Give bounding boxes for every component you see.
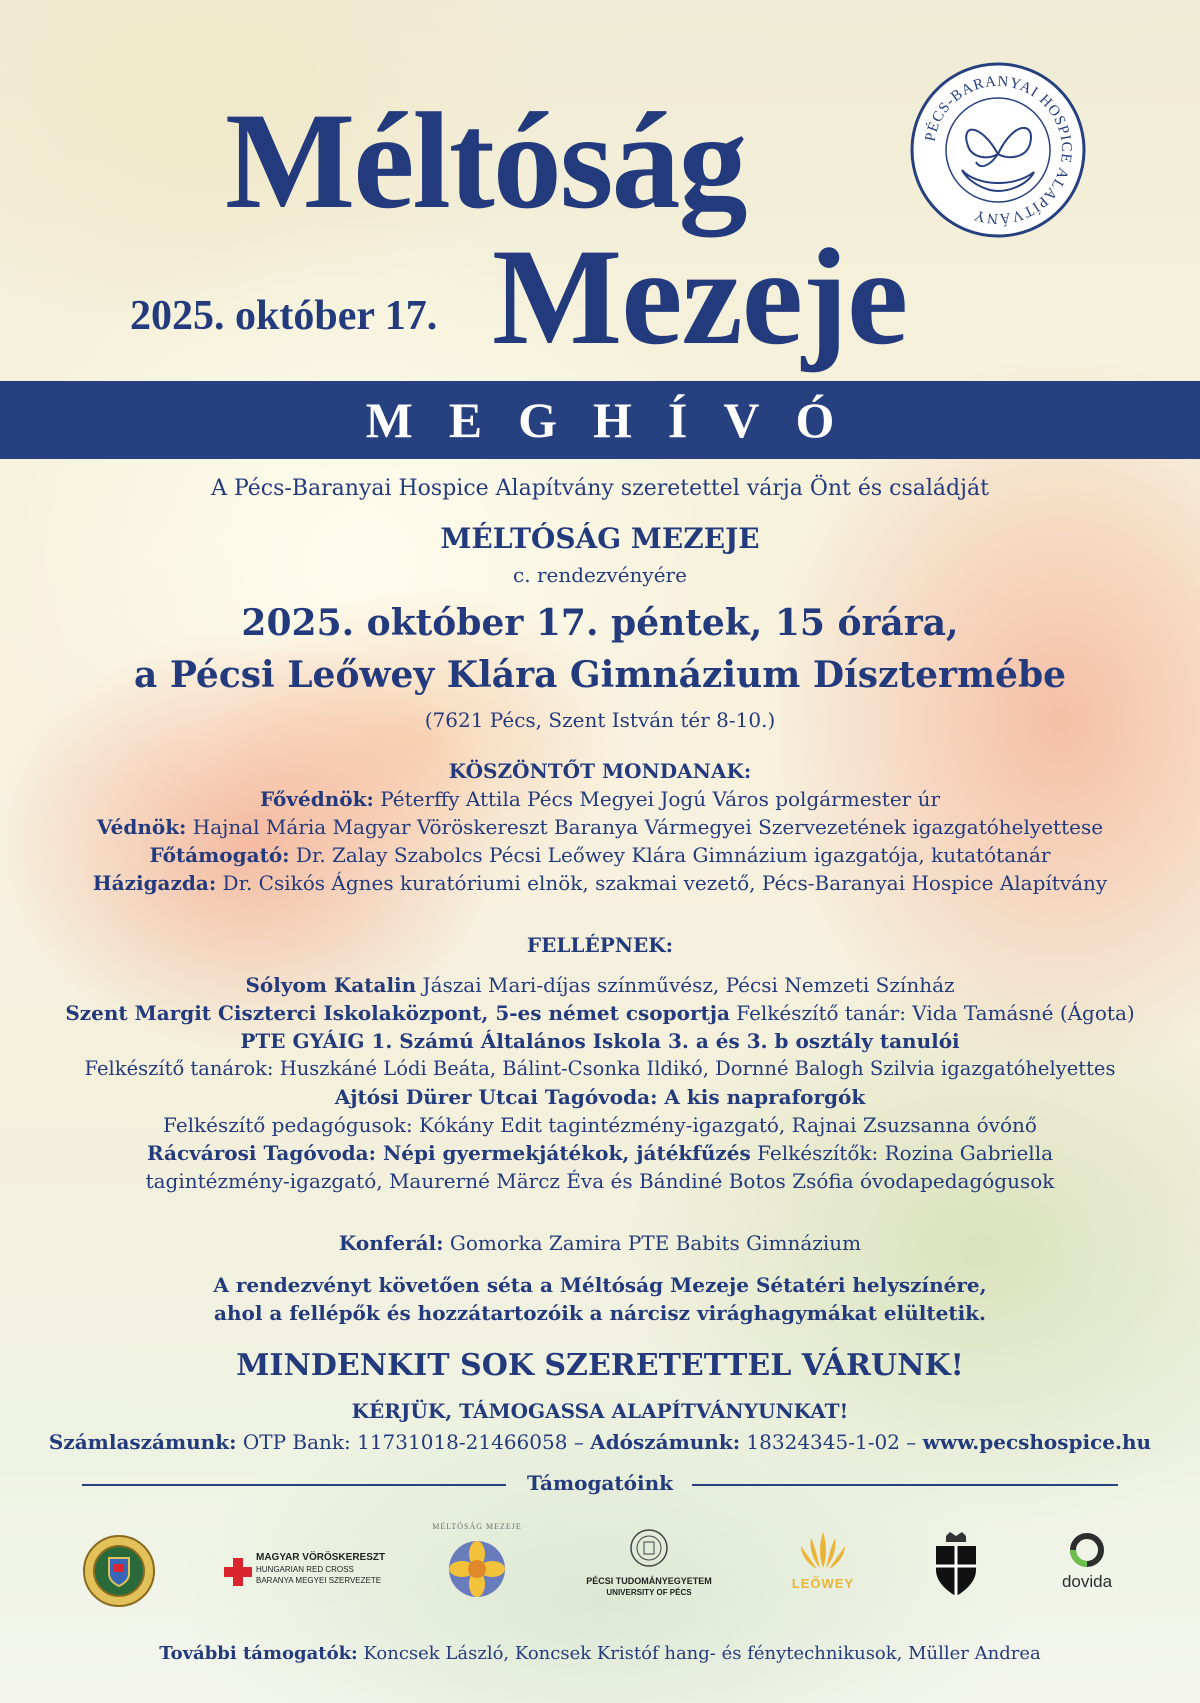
dovida-icon xyxy=(1069,1532,1105,1568)
dovida-name: dovida xyxy=(1061,1572,1113,1591)
greeting-row xyxy=(0,871,1200,895)
event-datetime: 2025. október 17. péntek, 15 órára, xyxy=(241,602,959,644)
greetings-heading: KÖSZÖNTŐT MONDANAK: xyxy=(448,759,752,783)
performers-heading: FELLÉPNEK: xyxy=(526,933,674,957)
red-cross-region: BARANYA MEGYEI SZERVEZETE xyxy=(256,1576,382,1585)
hospice-logo xyxy=(910,62,1086,238)
flame-crown-icon xyxy=(793,1528,853,1572)
website-link[interactable]: www.pecshospice.hu xyxy=(922,1430,1152,1454)
welcome-line: MINDENKIT SOK SZERETETTEL VÁRUNK! xyxy=(236,1348,964,1383)
greeting-role: Főtámogató: xyxy=(149,843,290,867)
host-row xyxy=(0,1231,1200,1255)
pte-name: PÉCSI TUDOMÁNYEGYETEM xyxy=(586,1576,712,1586)
invitation-banner xyxy=(0,381,1200,459)
performer-row: Felkészítő pedagógusok: Kókány Edit tagintézmény-igazgató, Rajnai Zsuzsanna óvónő xyxy=(163,1113,1037,1137)
greeting-text: Dr. Csikós Ágnes kuratóriumi elnök, szakmai vezető, Pécs-Baranyai Hospice Alapítvány xyxy=(216,871,1108,895)
invitation-label: MEGHÍVÓ xyxy=(365,392,871,448)
performer-detail: Felkészítő tanár: Vida Tamásné (Ágota) xyxy=(729,1001,1135,1025)
intro-line: A Pécs-Baranyai Hospice Alapítvány szeretettel várja Önt és családját xyxy=(211,476,989,501)
footer-line xyxy=(0,1643,1200,1664)
performer-name: Szent Margit Ciszterci Iskolaközpont, 5-es német csoportja xyxy=(65,1001,730,1025)
greeting-role: Fővédnök: xyxy=(259,787,374,811)
greeting-row xyxy=(0,787,1200,811)
performer-row xyxy=(0,1141,1200,1165)
performer-row xyxy=(0,1001,1200,1025)
red-cross-name: MAGYAR VÖRÖSKERESZT xyxy=(256,1552,386,1563)
logo-circle-text: PÉCS-BARANYAI HOSPICE ALAPÍTVÁNY xyxy=(922,73,1075,227)
meltosag-logo-text: MÉLTÓSÁG MEZEJE xyxy=(432,1522,522,1531)
city-crest-icon xyxy=(82,1534,156,1608)
footer-label: További támogatók: xyxy=(159,1643,358,1664)
greeting-role: Védnök: xyxy=(96,815,187,839)
greeting-text: Péterffy Attila Pécs Megyei Jogú Város polgármester úr xyxy=(373,787,941,811)
greeting-row xyxy=(0,843,1200,867)
daffodil-icon xyxy=(432,1524,522,1614)
red-cross-icon xyxy=(224,1558,252,1586)
crest-shield-icon xyxy=(932,1530,980,1600)
walk-line-1: A rendezvényt követően séta a Méltóság Mezeje Sétatéri helyszínére, xyxy=(213,1273,987,1297)
pte-logo xyxy=(582,1528,716,1612)
event-date-header: 2025. október 17. xyxy=(130,293,438,339)
performer-detail: Jászai Mari-díjas színművész, Pécsi Nemzeti Színház xyxy=(416,973,955,997)
red-cross-name-en: HUNGARIAN RED CROSS xyxy=(256,1565,354,1574)
account-label: Számlaszámunk: xyxy=(48,1430,237,1454)
leowey-logo xyxy=(780,1528,866,1608)
butterfly-hands-icon xyxy=(910,62,1086,238)
pecs-city-logo xyxy=(82,1534,156,1608)
account-line xyxy=(0,1430,1200,1454)
host-name: Gomorka Zamira PTE Babits Gimnázium xyxy=(443,1231,862,1255)
performer-row: Felkészítő tanárok: Huszkáné Lódi Beáta, Bálint-Csonka Ildikó, Dornné Balogh Szilvia igazgatóhelyettes xyxy=(84,1057,1116,1080)
church-crest-logo xyxy=(932,1530,980,1600)
account-value: OTP Bank: 11731018-21466058 – xyxy=(236,1430,591,1454)
performer-row: tagintézmény-igazgató, Maurerné Märcz Éva és Bándiné Botos Zsófia óvodapedagógusok xyxy=(145,1169,1055,1193)
footer-text: Koncsek László, Koncsek Kristóf hang- és fénytechnikusok, Müller Andrea xyxy=(357,1643,1041,1664)
sponsors-heading: Támogatóink xyxy=(527,1471,673,1495)
performer-detail: Felkészítők: Rozina Gabriella xyxy=(750,1141,1054,1165)
red-cross-logo xyxy=(224,1550,386,1594)
greeting-role: Házigazda: xyxy=(92,871,217,895)
intro-subline: c. rendezvényére xyxy=(513,563,687,587)
host-label: Konferál: xyxy=(338,1231,444,1255)
leowey-name: LEŐWEY xyxy=(791,1576,855,1591)
event-name: MÉLTÓSÁG MEZEJE xyxy=(440,522,760,555)
university-seal-icon xyxy=(629,1528,669,1568)
greeting-row xyxy=(0,815,1200,839)
title-line-2: Mezeje xyxy=(492,220,908,373)
dovida-logo xyxy=(1050,1532,1124,1602)
tax-value: 18324345-1-02 – xyxy=(740,1430,923,1454)
meltosag-mezeje-logo xyxy=(432,1524,522,1614)
pte-name-en: UNIVERSITY OF PÉCS xyxy=(606,1588,692,1597)
event-address: (7621 Pécs, Szent István tér 8-10.) xyxy=(424,708,776,732)
performer-name: Rácvárosi Tagóvoda: Népi gyermekjátékok, játékfűzés xyxy=(146,1141,751,1165)
greeting-text: Dr. Zalay Szabolcs Pécsi Leőwey Klára Gimnázium igazgatója, kutatótanár xyxy=(289,843,1051,867)
performer-row xyxy=(0,973,1200,997)
performer-row: Ajtósi Dürer Utcai Tagóvoda: A kis napraforgók xyxy=(334,1085,866,1109)
performer-name: Sólyom Katalin xyxy=(245,973,417,997)
title-line-1: Méltóság xyxy=(225,84,746,237)
event-venue: a Pécsi Leőwey Klára Gimnázium Dísztermébe xyxy=(133,654,1067,696)
tax-label: Adószámunk: xyxy=(590,1430,741,1454)
walk-line-2: ahol a fellépők és hozzátartozóik a nárcisz virághagymákat elültetik. xyxy=(214,1301,986,1325)
performer-row: PTE GYÁIG 1. Számú Általános Iskola 3. a és 3. b osztály tanulói xyxy=(240,1029,960,1053)
support-line: KÉRJÜK, TÁMOGASSA ALAPÍTVÁNYUNKAT! xyxy=(351,1399,849,1423)
greeting-text: Hajnal Mária Magyar Vöröskereszt Baranya Vármegyei Szervezetének igazgatóhelyettese xyxy=(186,815,1104,839)
